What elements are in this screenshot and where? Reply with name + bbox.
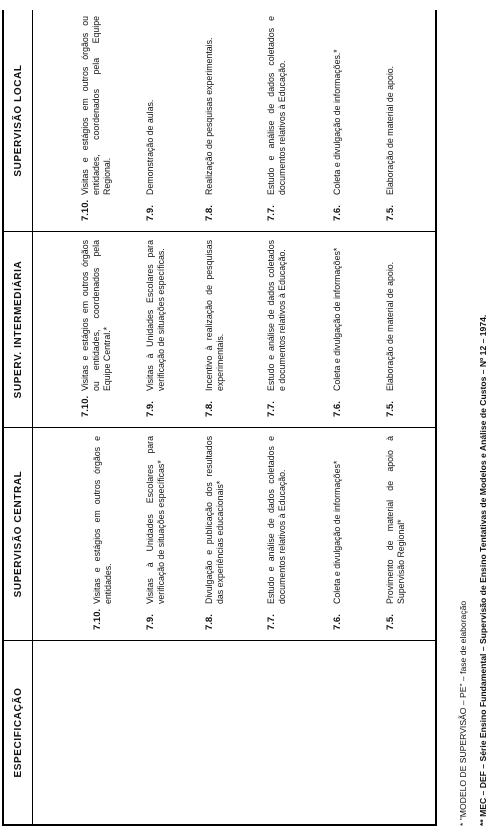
item-number: 7.10. xyxy=(80,199,91,221)
item-number: 7.7. xyxy=(266,614,277,630)
central-item-7-7 xyxy=(266,436,288,630)
local-item-7-5 xyxy=(385,16,396,221)
item-number: 7.10. xyxy=(92,608,103,630)
central-item-7-10 xyxy=(92,436,114,630)
item-text: Elaboração de material de apoio. xyxy=(385,65,395,195)
item-text: Incentivo à realização de pesquisas experimentais. xyxy=(204,240,225,391)
item-text: Realização de pesquisas experimentais. xyxy=(204,37,214,195)
intermediaria-item-7-10 xyxy=(80,240,113,417)
item-text: Visitas e estágios em outros órgãos ou entidades, coordenados pela Equipe Regional. xyxy=(80,16,112,195)
item-text: Visitas à Unidades Escolares para verificação de situações específicas. xyxy=(145,240,166,391)
item-number: 7.8. xyxy=(204,205,215,221)
item-number: 7.8. xyxy=(204,614,215,630)
intermediaria-item-7-7 xyxy=(266,240,288,417)
local-item-7-6 xyxy=(332,16,343,221)
local-item-7-10 xyxy=(80,16,113,221)
central-item-7-5 xyxy=(385,436,407,630)
item-text: Estudo e análise de dados coletados e documentos relativos à Educação. xyxy=(266,240,287,391)
item-text: Elaboração de material de apoio. xyxy=(385,261,395,391)
item-text: Divulgação e publicação dos resultados das experiências educacionais* xyxy=(204,436,225,604)
item-text: Estudo e análise de dados coletados e documentos relativos à Educação. xyxy=(266,16,287,195)
item-number: 7.9. xyxy=(145,205,156,221)
column-central xyxy=(4,427,435,640)
item-number: 7.9. xyxy=(145,614,156,630)
item-text: Estudo e análise de dados coletados e documentos relativos à Educação. xyxy=(266,436,287,604)
item-number: 7.6. xyxy=(332,401,343,417)
local-item-7-7 xyxy=(266,16,288,221)
item-text: Coleta e divulgação de informações* xyxy=(332,247,342,391)
item-text: Visitas à Unidades Escolares para verificação de situações específicas* xyxy=(145,436,166,604)
intermediaria-item-7-8 xyxy=(204,240,226,417)
item-number: 7.9. xyxy=(145,401,156,417)
item-number: 7.8. xyxy=(204,401,215,417)
local-item-7-9 xyxy=(145,16,156,221)
footnote-2: ** MEC – DEF – Série Ensino Fundamental – Supervisão de Ensino Tentativas de Modelos e Análise de Custos – Nº 12 – 1974. xyxy=(478,314,488,826)
item-text: Coleta e divulgação de informações* xyxy=(332,460,342,604)
footnote-1: * "MODELO DE SUPERVISÃO – PE" – fase de elaboração xyxy=(458,600,468,826)
item-text: Visitas e estágios em outros órgãos ou entidades, coordenados pela Equipe Central.* xyxy=(80,240,112,391)
intermediaria-item-7-9 xyxy=(145,240,167,417)
item-text: Demonstração de aulas. xyxy=(145,99,155,195)
item-number: 7.6. xyxy=(332,205,343,221)
item-number: 7.7. xyxy=(266,205,277,221)
column-intermediaria xyxy=(4,231,435,427)
item-number: 7.7. xyxy=(266,401,277,417)
supervision-table xyxy=(2,10,437,826)
header-especificacao: ESPECIFICAÇÃO xyxy=(4,641,33,824)
header-local: SUPERVISÃO LOCAL xyxy=(4,10,33,231)
item-number: 7.10. xyxy=(80,395,91,417)
central-item-7-6 xyxy=(332,436,343,630)
item-number: 7.6. xyxy=(332,614,343,630)
item-text: Coleta e divulgação de informações.* xyxy=(332,49,342,195)
item-number: 7.5. xyxy=(385,401,396,417)
central-item-7-9 xyxy=(145,436,167,630)
central-item-7-8 xyxy=(204,436,226,630)
item-number: 7.5. xyxy=(385,205,396,221)
intermediaria-item-7-6 xyxy=(332,240,343,417)
intermediaria-item-7-5 xyxy=(385,240,396,417)
header-intermediaria: SUPERV. INTERMEDIÁRIA xyxy=(4,232,33,427)
item-number: 7.5. xyxy=(385,614,396,630)
column-local xyxy=(4,10,435,231)
item-text: Visitas e estágios em outros órgãos e entidades. xyxy=(92,436,113,604)
column-especificacao xyxy=(4,640,435,824)
item-text: Provimento de material de apoio à Supervisão Regional* xyxy=(385,436,406,604)
local-item-7-8 xyxy=(204,16,215,221)
header-central: SUPERVISÃO CENTRAL xyxy=(4,428,33,640)
